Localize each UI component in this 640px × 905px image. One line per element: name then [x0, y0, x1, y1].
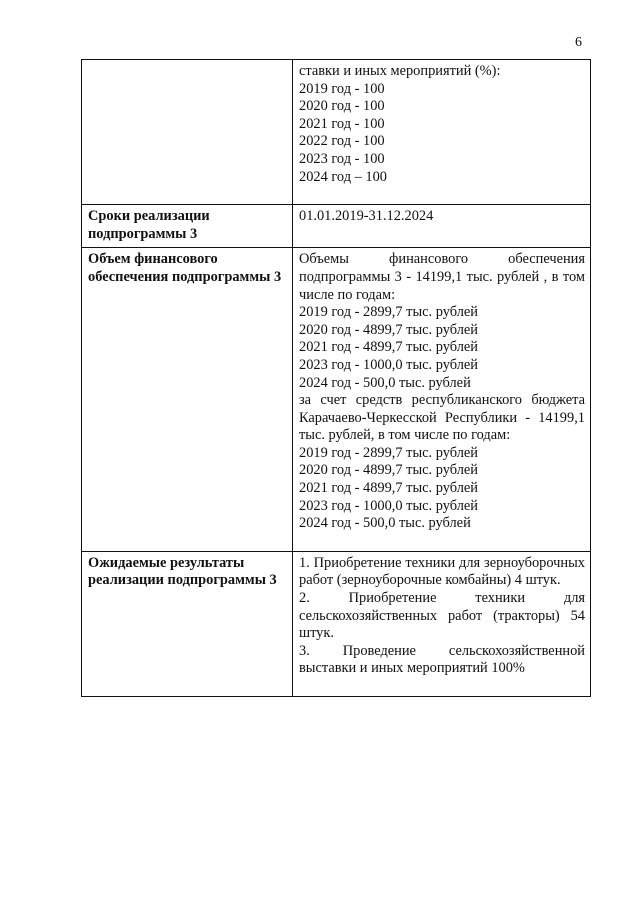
result-item: 2. Приобретение техники для сельскохозяйственных работ (тракторы) 54 штук.	[299, 590, 585, 642]
budget-year-line: 2020 год - 4899,7 тыс. рублей	[299, 462, 478, 479]
row-label-empty	[82, 60, 293, 205]
indicator-year-line: 2020 год - 100	[299, 98, 385, 115]
indicator-year-line: 2022 год - 100	[299, 133, 385, 150]
subprogram-passport-table	[81, 59, 591, 697]
cell-bottom-spacer	[299, 533, 585, 547]
table-row	[82, 205, 591, 248]
row-value-exhibition-indicators	[293, 60, 591, 205]
cell-bottom-spacer	[299, 186, 585, 200]
table-row	[82, 60, 591, 205]
indicator-year-line: 2024 год – 100	[299, 168, 388, 185]
result-item: 1. Приобретение техники для зерноуборочных работ (зерноуборочные комбайны) 4 штук.	[299, 554, 585, 589]
budget-year-line: 2019 год - 2899,7 тыс. рублей	[299, 444, 478, 461]
funding-intro: Объемы финансового обеспечения подпрограммы 3 - 14199,1 тыс. рублей , в том числе по годам:	[299, 251, 585, 303]
budget-year-line: 2024 год - 500,0 тыс. рублей	[299, 515, 471, 532]
table-row	[82, 551, 591, 696]
indicator-year-line: 2019 год - 100	[299, 80, 385, 97]
indicator-year-line: 2021 год - 100	[299, 115, 385, 132]
row-label-timeline: Сроки реализации подпрограммы 3	[82, 205, 293, 248]
funding-year-line: 2021 год - 4899,7 тыс. рублей	[299, 339, 478, 356]
funding-year-line: 2019 год - 2899,7 тыс. рублей	[299, 304, 478, 321]
table-row	[82, 248, 591, 552]
funding-budget-source: за счет средств республиканского бюджета Карачаево-Черкесской Республики - 14199,1 тыс. рублей, в том числе по годам:	[299, 392, 585, 444]
row-value-funding	[293, 248, 591, 552]
budget-year-line: 2021 год - 4899,7 тыс. рублей	[299, 480, 478, 497]
budget-year-line: 2023 год - 1000,0 тыс. рублей	[299, 497, 478, 514]
funding-year-line: 2024 год - 500,0 тыс. рублей	[299, 374, 471, 391]
result-item: 3. Проведение сельскохозяйственной выставки и иных мероприятий 100%	[299, 642, 585, 677]
row-label-funding: Объем финансового обеспечения подпрограммы 3	[82, 248, 293, 552]
indicator-heading: ставки и иных мероприятий (%):	[299, 63, 501, 79]
row-value-expected-results	[293, 551, 591, 696]
cell-bottom-spacer	[299, 678, 585, 692]
indicator-year-line: 2023 год - 100	[299, 150, 385, 167]
funding-year-line: 2023 год - 1000,0 тыс. рублей	[299, 356, 478, 373]
timeline-dates: 01.01.2019-31.12.2024	[299, 208, 434, 225]
row-label-expected-results: Ожидаемые результаты реализации подпрограммы 3	[82, 551, 293, 696]
page-number: 6	[575, 35, 582, 50]
row-value-timeline	[293, 205, 591, 248]
funding-year-line: 2020 год - 4899,7 тыс. рублей	[299, 321, 478, 338]
